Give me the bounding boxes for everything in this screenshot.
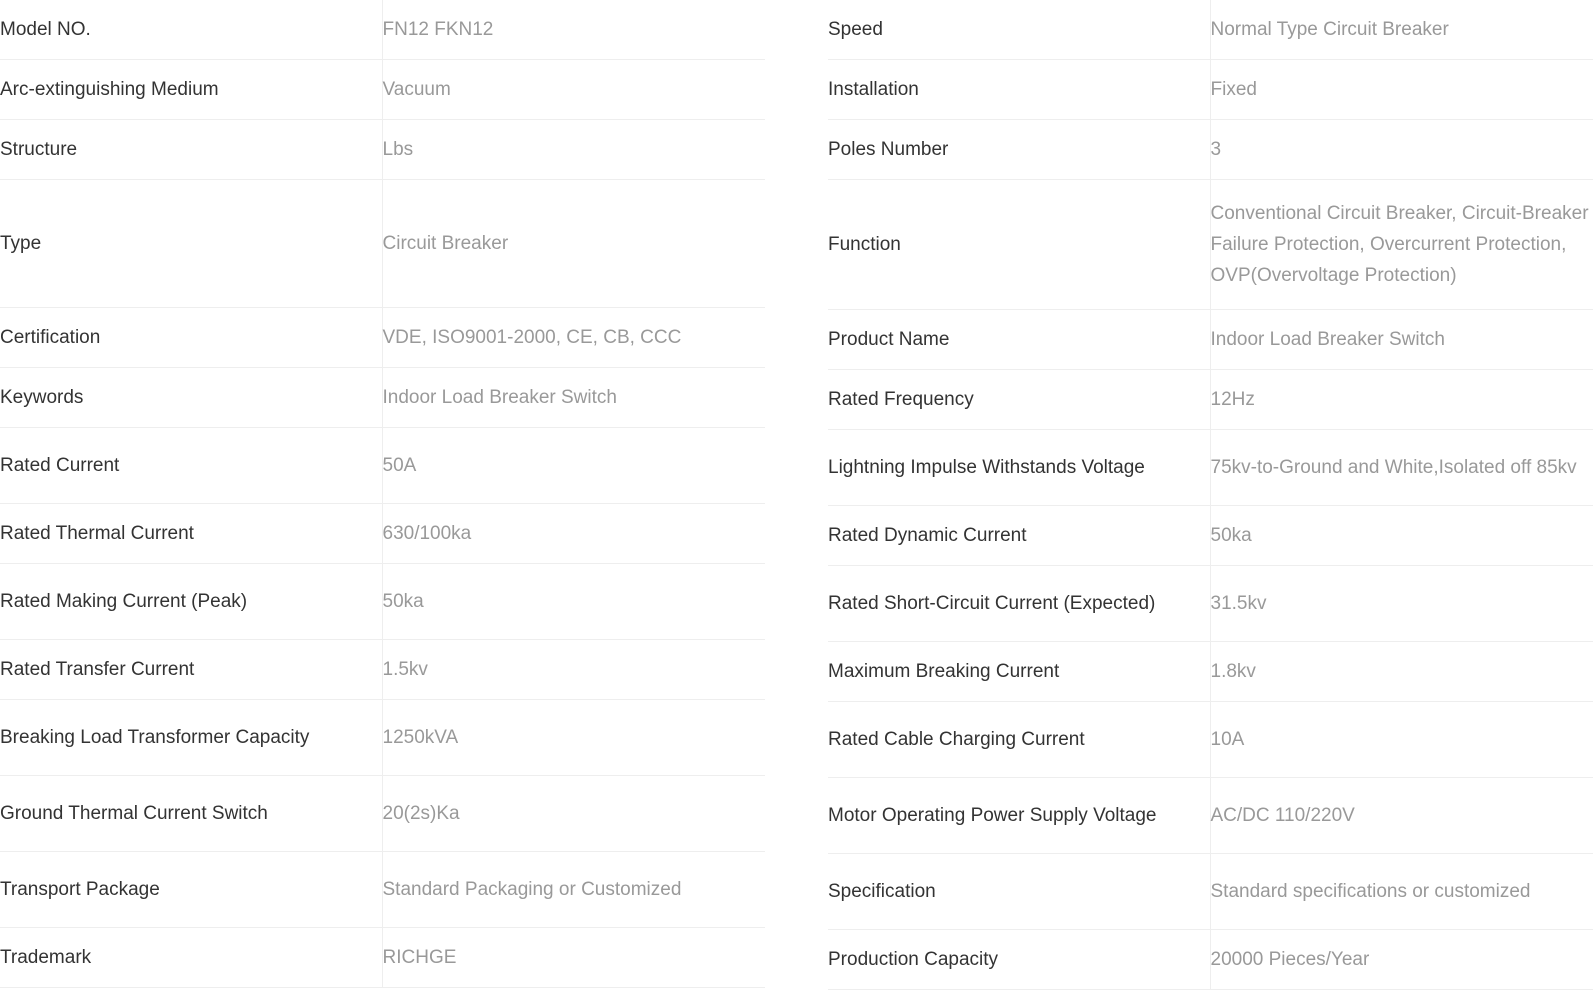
spec-label: Certification [0,308,382,368]
specification-column-left [0,0,765,990]
spec-label: Breaking Load Transformer Capacity [0,700,382,776]
spec-value: Indoor Load Breaker Switch [1210,329,1445,350]
spec-label: Rated Current [0,428,382,504]
spec-label: Arc-extinguishing Medium [0,60,382,120]
spec-label: Poles Number [828,120,1210,180]
spec-row [828,430,1593,506]
spec-row [828,370,1593,430]
spec-row [0,180,765,308]
spec-row [0,60,765,120]
spec-label: Ground Thermal Current Switch [0,776,382,852]
spec-row [828,930,1593,990]
spec-label: Rated Cable Charging Current [828,702,1210,778]
specification-column-right [828,0,1593,990]
spec-row [0,120,765,180]
spec-label: Maximum Breaking Current [828,642,1210,702]
spec-row [828,506,1593,566]
specification-table-left-body [0,0,765,988]
spec-row [0,308,765,368]
spec-value: Lbs [382,139,414,160]
spec-label: Motor Operating Power Supply Voltage [828,778,1210,854]
spec-label: Transport Package [0,852,382,928]
spec-label: Rated Thermal Current [0,504,382,564]
spec-label: Lightning Impulse Withstands Voltage [828,430,1210,506]
spec-label: Trademark [0,928,382,988]
spec-value: 1.5kv [382,659,428,680]
spec-row [828,642,1593,702]
spec-row [828,0,1593,60]
spec-value: 31.5kv [1210,593,1267,614]
spec-value: 1.8kv [1210,661,1256,682]
spec-value: Fixed [1210,79,1257,100]
spec-value: Conventional Circuit Breaker, Circuit-Breaker Failure Protection, Overcurrent Protection, OVP(Overvoltage Protection) [1210,203,1589,286]
spec-value: 50ka [1210,525,1252,546]
spec-label: Rated Making Current (Peak) [0,564,382,640]
spec-label: Speed [828,0,1210,60]
spec-label: Model NO. [0,0,382,60]
spec-row [0,504,765,564]
spec-value: AC/DC 110/220V [1210,805,1355,826]
spec-value: FN12 FKN12 [382,19,494,40]
spec-label: Rated Short-Circuit Current (Expected) [828,566,1210,642]
spec-row [0,928,765,988]
spec-row [0,428,765,504]
spec-row [828,120,1593,180]
spec-value: 1250kVA [382,727,459,748]
spec-row [828,566,1593,642]
specification-table-left [0,0,765,988]
spec-row [0,0,765,60]
spec-label: Keywords [0,368,382,428]
spec-label: Rated Frequency [828,370,1210,430]
spec-value: 630/100ka [382,523,472,544]
specification-table-right [828,0,1593,990]
spec-value: Vacuum [382,79,451,100]
spec-label: Production Capacity [828,930,1210,990]
spec-label: Rated Dynamic Current [828,506,1210,566]
specification-table-right-body [828,0,1593,990]
spec-value: 50ka [382,591,424,612]
spec-row [0,776,765,852]
spec-label: Type [0,180,382,308]
spec-value: 50A [382,455,417,476]
spec-value: RICHGE [382,947,457,968]
spec-label: Function [828,180,1210,310]
spec-row [828,778,1593,854]
spec-row [0,368,765,428]
spec-value: Normal Type Circuit Breaker [1210,19,1449,40]
spec-value: Standard specifications or customized [1210,881,1531,902]
spec-value: 10A [1210,729,1245,750]
spec-row [828,702,1593,778]
spec-row [828,310,1593,370]
spec-value: Indoor Load Breaker Switch [382,387,617,408]
spec-row [0,852,765,928]
spec-value: 12Hz [1210,389,1255,410]
column-divider-gap [765,0,828,990]
spec-label: Specification [828,854,1210,930]
spec-row [0,640,765,700]
spec-value: 20(2s)Ka [382,803,460,824]
spec-row [828,180,1593,310]
spec-value: 3 [1210,139,1222,160]
spec-value: Circuit Breaker [382,233,509,254]
spec-value: 75kv-to-Ground and White,Isolated off 85kv [1210,457,1577,478]
spec-label: Product Name [828,310,1210,370]
spec-row [0,564,765,640]
spec-row [828,854,1593,930]
spec-row [828,60,1593,120]
spec-value: VDE, ISO9001-2000, CE, CB, CCC [382,327,682,348]
spec-label: Rated Transfer Current [0,640,382,700]
spec-label: Installation [828,60,1210,120]
spec-label: Structure [0,120,382,180]
spec-row [0,700,765,776]
spec-value: 20000 Pieces/Year [1210,949,1370,970]
spec-value: Standard Packaging or Customized [382,879,682,900]
